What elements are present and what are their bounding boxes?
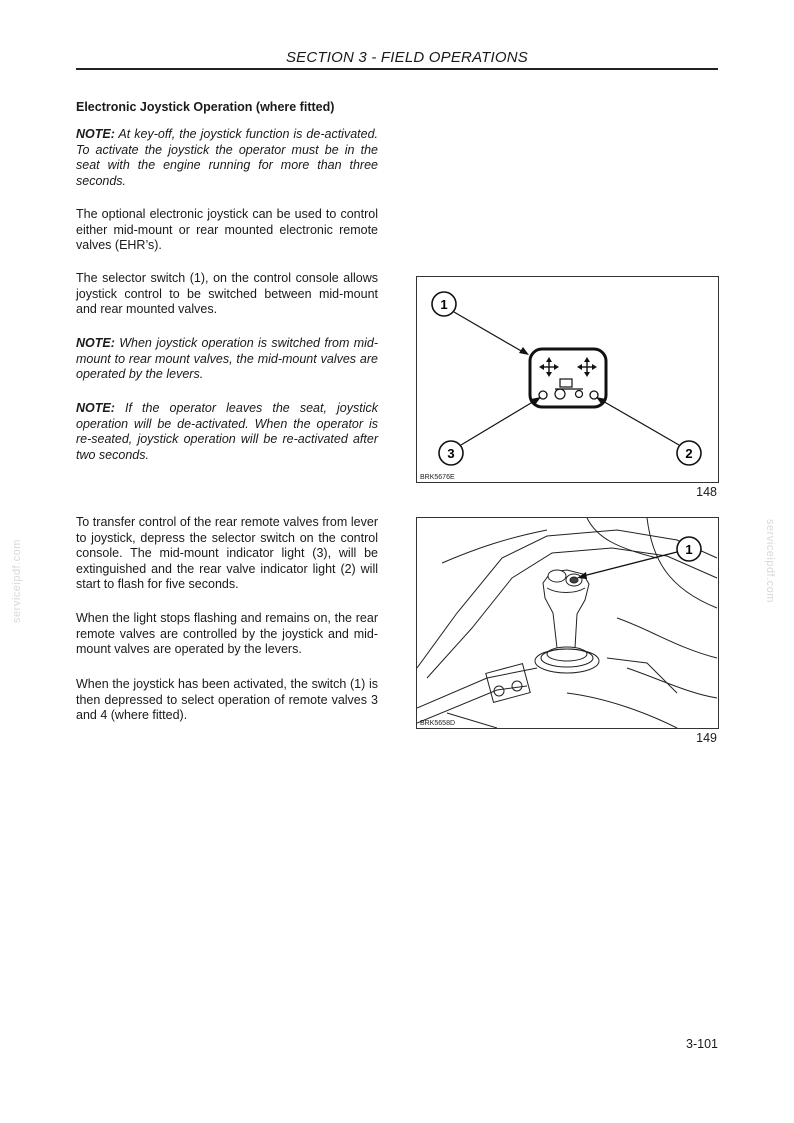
selector-switch-illustration (417, 277, 718, 482)
paragraph-text: The selector switch (1), on the control console allows joystick control to be switched between mid-mount and rear mounted valves. (76, 271, 378, 317)
paragraph-text: The optional electronic joystick can be used to control either mid-mount or rear mounted electronic remote valves (EHR’s). (76, 207, 378, 253)
figure-code: BRK5658D (420, 720, 456, 727)
heading-block (76, 100, 378, 116)
paragraph-2 (76, 271, 378, 318)
paragraph-1 (76, 207, 378, 254)
figure-number: 148 (696, 485, 717, 499)
note-text: If the operator leaves the seat, joystick operation will be de-activated. When the operator is re-seated, joystick operation will be re-activated after two seconds. (76, 401, 378, 462)
figure-149 (416, 517, 719, 729)
section-title: SECTION 3 - FIELD OPERATIONS (285, 49, 528, 66)
watermark-left: serviceipdf.com (10, 539, 23, 623)
note-1 (76, 127, 378, 189)
figure-code: BRK5676E (420, 474, 455, 481)
paragraph-3 (76, 515, 378, 593)
note-text: At key-off, the joystick function is de-activated. To activate the joystick the operator must be in the seat with the engine running for more than three seconds. (76, 127, 378, 188)
paragraph-4 (76, 611, 378, 658)
paragraph-text: To transfer control of the rear remote valves from lever to joystick, depress the selector switch on the control console. The mid-mount indicator light (3), will be extinguished and the rear valve indicator light (2) will start to flash for five seconds. (76, 515, 378, 592)
header-rule (76, 68, 718, 70)
paragraph-5 (76, 677, 378, 724)
note-label: NOTE: (76, 401, 115, 415)
note-label: NOTE: (76, 127, 115, 141)
figure-148 (416, 276, 719, 483)
note-3 (76, 401, 378, 463)
page-number: 3-101 (686, 1037, 718, 1051)
svg-text:3: 3 (447, 446, 455, 461)
svg-text:1: 1 (685, 542, 693, 557)
figure-number: 149 (696, 731, 717, 745)
note-label: NOTE: (76, 336, 115, 350)
joystick-illustration (417, 518, 718, 728)
svg-text:2: 2 (685, 446, 693, 461)
note-2 (76, 336, 378, 383)
paragraph-text: When the joystick has been activated, the switch (1) is then depressed to select operation of remote valves 3 and 4 (where fitted). (76, 677, 378, 723)
section-heading: Electronic Joystick Operation (where fitted) (76, 100, 335, 114)
note-text: When joystick operation is switched from mid-mount to rear mount valves, the mid-mount valves are operated by the levers. (76, 336, 378, 382)
watermark-right: serviceipdf.com (763, 519, 776, 603)
paragraph-text: When the light stops flashing and remains on, the rear remote valves are controlled by the joystick and mid-mount valves are operated by the levers. (76, 611, 378, 657)
svg-text:1: 1 (440, 297, 448, 312)
